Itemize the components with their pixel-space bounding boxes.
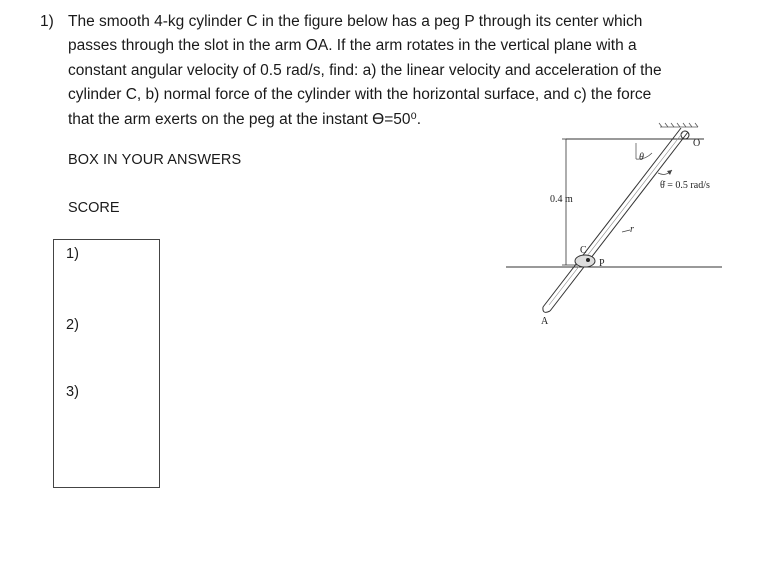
- label-o: O: [693, 138, 701, 149]
- pivot-support-hatch: [659, 123, 698, 127]
- problem-number: 1): [40, 13, 54, 30]
- answer-label-2: 2): [66, 317, 79, 333]
- mechanism-diagram: [500, 115, 750, 335]
- answer-label-3: 3): [66, 384, 79, 400]
- height-label: 0.4 m: [550, 194, 573, 205]
- box-answers-heading: BOX IN YOUR ANSWERS: [68, 152, 242, 168]
- problem-text: [68, 10, 728, 132]
- answer-box[interactable]: [53, 239, 160, 488]
- problem-line: The smooth 4-kg cylinder C in the figure below has a peg P through its center which: [68, 13, 643, 30]
- problem-line: constant angular velocity of 0.5 rad/s, find: a) the linear velocity and acceleration of the: [68, 61, 662, 79]
- peg-p: [586, 258, 590, 262]
- problem-line: that the arm exerts on the peg at the instant ϴ=50⁰.: [68, 110, 422, 128]
- problem-line: cylinder C, b) normal force of the cylinder with the horizontal surface, and c) the force: [68, 86, 652, 104]
- omega-label: θ̇ = 0.5 rad/s: [660, 180, 710, 191]
- arm-oa: [543, 128, 688, 312]
- theta-label: θ: [639, 152, 644, 163]
- score-label: SCORE: [68, 200, 120, 216]
- label-p: P: [599, 258, 605, 269]
- label-a: A: [541, 316, 549, 327]
- answer-label-1: 1): [66, 246, 79, 262]
- r-label: r: [630, 224, 634, 235]
- problem-line: passes through the slot in the arm OA. If the arm rotates in the vertical plane with a: [68, 37, 637, 55]
- mechanism-figure: [500, 115, 750, 335]
- label-c: C: [580, 245, 587, 256]
- cylinder-c: [575, 255, 595, 267]
